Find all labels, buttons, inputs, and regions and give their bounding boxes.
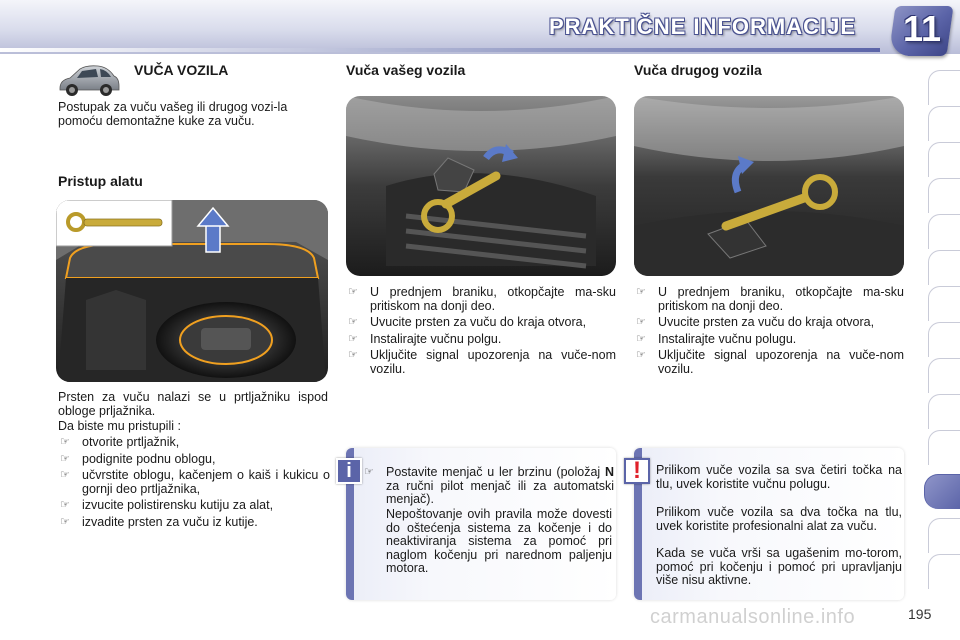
watermark: carmanualsonline.info bbox=[650, 606, 856, 628]
hand-pointer-icon: ☞ bbox=[636, 332, 646, 345]
list-item: ☞ izvadite prsten za vuču iz kutije. bbox=[60, 514, 258, 529]
chapter-tab[interactable] bbox=[928, 394, 960, 429]
header-divider bbox=[0, 48, 880, 52]
own-vehicle-title: Vuča vašeg vozila bbox=[346, 62, 466, 78]
hand-pointer-icon: ☞ bbox=[60, 436, 70, 448]
page-number: 195 bbox=[908, 606, 932, 622]
hand-pointer-icon: ☞ bbox=[636, 349, 646, 361]
other-vehicle-steps bbox=[634, 286, 904, 379]
chapter-tab[interactable] bbox=[928, 322, 960, 357]
list-item: ☞ U prednjem braniku, otkopčajte ma-sku pritiskom na donji deo. bbox=[348, 285, 616, 313]
chapter-tab[interactable] bbox=[928, 358, 960, 393]
hand-pointer-icon: ☞ bbox=[60, 452, 70, 465]
hand-pointer-icon: ☞ bbox=[348, 286, 358, 298]
hand-pointer-icon: ☞ bbox=[60, 499, 70, 511]
access-steps bbox=[58, 436, 330, 532]
hand-pointer-icon: ☞ bbox=[636, 316, 646, 328]
chapter-tab[interactable] bbox=[928, 106, 960, 141]
hand-pointer-icon: ☞ bbox=[636, 286, 646, 298]
hand-pointer-icon: ☞ bbox=[60, 469, 70, 481]
intro-text: Postupak za vuču vašeg ili drugog vozi-la pomoću demontažne kuke za vuču. bbox=[58, 100, 288, 128]
warning-text-3: Kada se vuča vrši sa ugašenim mo-torom, pomoć pri kočenju i pomoć pri upravljanju više nisu aktivne. bbox=[656, 546, 902, 587]
list-item: ☞ izvucite polistirensku kutiju za alat, bbox=[60, 498, 274, 512]
list-item: ☞ Uvucite prsten za vuču do kraja otvora, bbox=[348, 315, 587, 329]
own-vehicle-steps bbox=[346, 286, 616, 379]
warning-text-2: Prilikom vuče vozila sa dva točka na tlu, uvek koristite profesionalni alat za vuču. bbox=[656, 505, 902, 533]
chapter-tab[interactable] bbox=[928, 70, 960, 105]
chapter-tab[interactable] bbox=[928, 250, 960, 285]
chapter-tab[interactable] bbox=[928, 554, 960, 589]
other-vehicle-photo bbox=[634, 96, 904, 276]
list-item: ☞ učvrstite oblogu, kačenjem o kaiš i kukicu o gornji deo prtljažnika, bbox=[60, 468, 330, 496]
own-vehicle-photo bbox=[346, 96, 616, 276]
chapter-tab[interactable] bbox=[928, 142, 960, 177]
section-title: VUČA VOZILA bbox=[134, 62, 229, 78]
info-list bbox=[362, 466, 614, 510]
info-box bbox=[346, 448, 616, 600]
list-item: ☞ Uključite signal upozorenja na vuče-nom vozilu. bbox=[636, 348, 904, 376]
list-item: ☞ podignite podnu oblogu, bbox=[60, 451, 216, 466]
chapter-tab[interactable] bbox=[928, 214, 960, 249]
chapter-tab-active[interactable] bbox=[924, 474, 960, 509]
trunk-photo bbox=[56, 200, 328, 382]
list-item: ☞ otvorite prtljažnik, bbox=[60, 435, 180, 449]
access-text: Prsten za vuču nalazi se u prtljažniku ispod obloge prljažnika. bbox=[58, 390, 328, 418]
list-item: ☞ Postavite menjač u ler brzinu (položaj N za ručni pilot menjač ili za automatski menjač). bbox=[364, 465, 614, 506]
info-text: Nepoštovanje ovih pravila može dovesti do oštećenja sistema za kočenje i do neaktiviranja sistema za pomoć pri naglom kočenju pri narednom paljenju motora. bbox=[386, 507, 612, 575]
access-title: Pristup alatu bbox=[58, 173, 143, 189]
chapter-tab[interactable] bbox=[928, 286, 960, 321]
hand-pointer-icon: ☞ bbox=[60, 515, 70, 528]
chapter-tab[interactable] bbox=[928, 518, 960, 553]
hand-pointer-icon: ☞ bbox=[348, 349, 358, 361]
warning-text-1: Prilikom vuče vozila sa sva četiri točka na tlu, uvek koristite vučnu polugu. bbox=[656, 463, 902, 491]
page-title: PRAKTIČNE INFORMACIJE bbox=[548, 14, 856, 39]
list-item: ☞ Instalirajte vučnu polugu. bbox=[636, 331, 797, 346]
chapter-tab[interactable] bbox=[928, 178, 960, 213]
warning-icon: ! bbox=[624, 458, 650, 484]
chapter-tabs bbox=[928, 70, 960, 630]
list-item: ☞ Uvucite prsten za vuču do kraja otvora, bbox=[636, 315, 875, 329]
info-icon: i bbox=[336, 458, 362, 484]
chapter-tab[interactable] bbox=[928, 430, 960, 465]
list-item: ☞ U prednjem braniku, otkopčajte ma-sku pritiskom na donji deo. bbox=[636, 285, 904, 313]
list-item: ☞ Instalirajte vučnu polgu. bbox=[348, 331, 502, 346]
list-item: ☞ Uključite signal upozorenja na vuče-nom vozilu. bbox=[348, 348, 616, 376]
chapter-number: 11 bbox=[902, 8, 942, 49]
hand-pointer-icon: ☞ bbox=[364, 466, 374, 478]
other-vehicle-title: Vuča drugog vozila bbox=[634, 62, 762, 78]
access-intro: Da biste mu pristupili : bbox=[58, 419, 181, 433]
hand-pointer-icon: ☞ bbox=[348, 316, 358, 328]
warning-box bbox=[634, 448, 904, 600]
hand-pointer-icon: ☞ bbox=[348, 332, 358, 345]
car-icon bbox=[56, 60, 122, 100]
